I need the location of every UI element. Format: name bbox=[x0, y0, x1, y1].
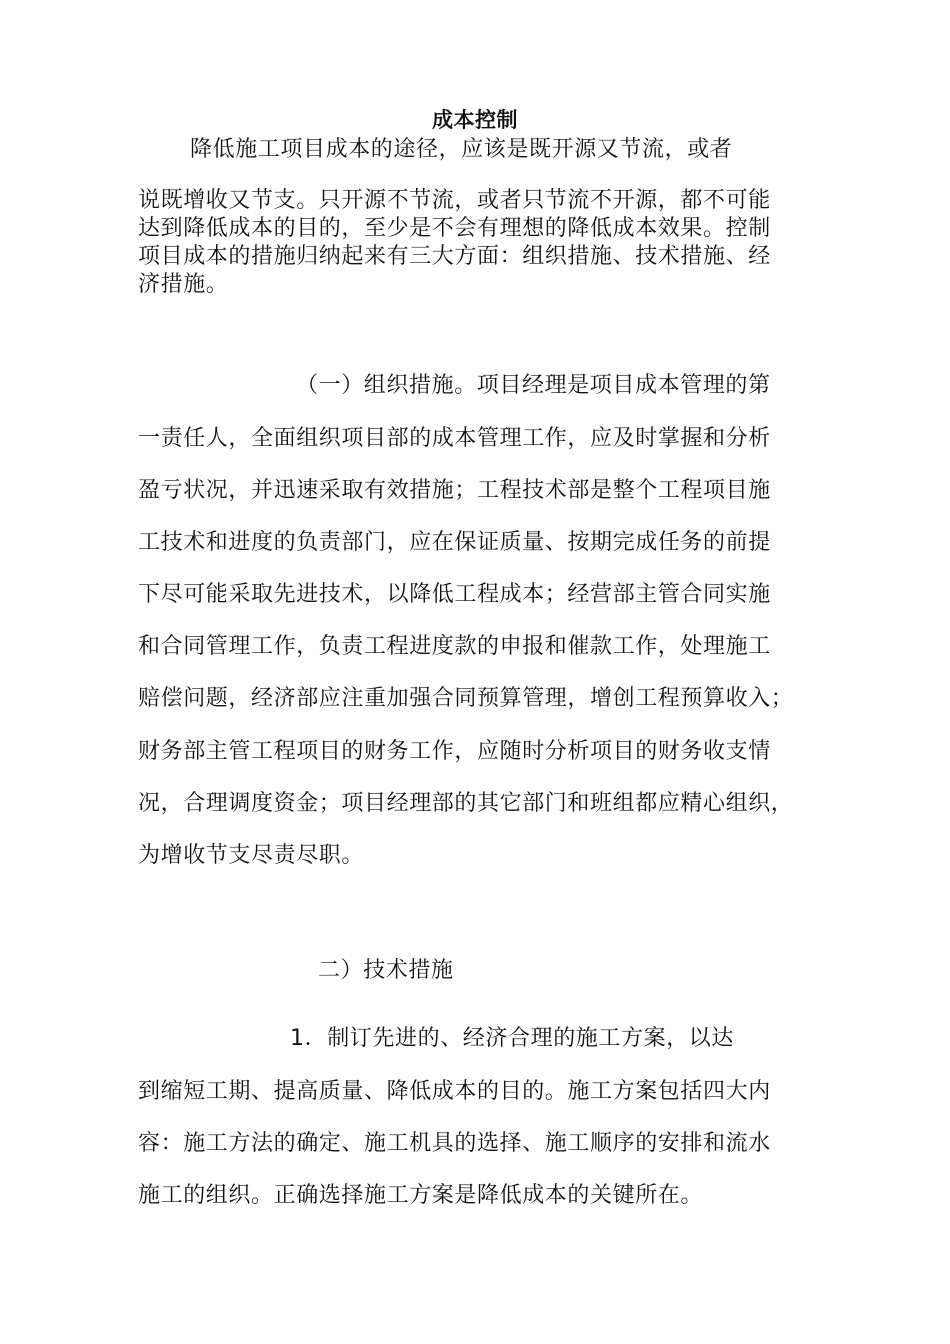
section1-line-7: 赔偿问题，经济部应注重加强合同预算管理，增创工程预算收入； bbox=[138, 686, 794, 711]
section1-line-4: 工技术和进度的负责部门，应在保证质量、按期完成任务的前提 bbox=[138, 530, 771, 555]
section1-line-6: 和合同管理工作，负责工程进度款的申报和催款工作，处理施工 bbox=[138, 634, 771, 659]
intro-line-4: 项目成本的措施归纳起来有三大方面：组织措施、技术措施、经 bbox=[138, 244, 771, 269]
intro-line-2: 说既增收又节支。只开源不节流，或者只节流不开源，都不可能 bbox=[138, 188, 771, 213]
section1-line-9: 况，合理调度资金；项目经理部的其它部门和班组都应精心组织， bbox=[138, 791, 794, 816]
section1-line-3: 盈亏状况，并迅速采取有效措施；工程技术部是整个工程项目施 bbox=[138, 478, 771, 503]
section2-item1-line-3: 容：施工方法的确定、施工机具的选择、施工顺序的安排和流水 bbox=[138, 1131, 771, 1156]
intro-line-3: 达到降低成本的目的，至少是不会有理想的降低成本效果。控制 bbox=[138, 216, 771, 241]
document-title: 成本控制 bbox=[432, 108, 518, 132]
section2-item1-line-4: 施工的组织。正确选择施工方案是降低成本的关键所在。 bbox=[138, 1183, 704, 1208]
intro-line-1: 降低施工项目成本的途径，应该是既开源又节流，或者 bbox=[190, 137, 733, 162]
section2-heading: 二）技术措施 bbox=[318, 958, 454, 983]
section2-item1-line-1: 1．制订先进的、经济合理的施工方案，以达 bbox=[290, 1026, 734, 1051]
section1-line-5: 下尽可能采取先进技术，以降低工程成本；经营部主管合同实施 bbox=[138, 582, 771, 607]
section1-line-2: 一责任人，全面组织项目部的成本管理工作，应及时掌握和分析 bbox=[138, 426, 771, 451]
section1-line-10: 为增收节支尽责尽职。 bbox=[138, 843, 365, 868]
section2-item1-line-2: 到缩短工期、提高质量、降低成本的目的。施工方案包括四大内 bbox=[138, 1079, 771, 1104]
section1-line-1: （一）组织措施。项目经理是项目成本管理的第 bbox=[296, 373, 771, 398]
section1-line-8: 财务部主管工程项目的财务工作，应随时分析项目的财务收支情 bbox=[138, 739, 771, 764]
intro-line-5: 济措施。 bbox=[138, 272, 229, 297]
